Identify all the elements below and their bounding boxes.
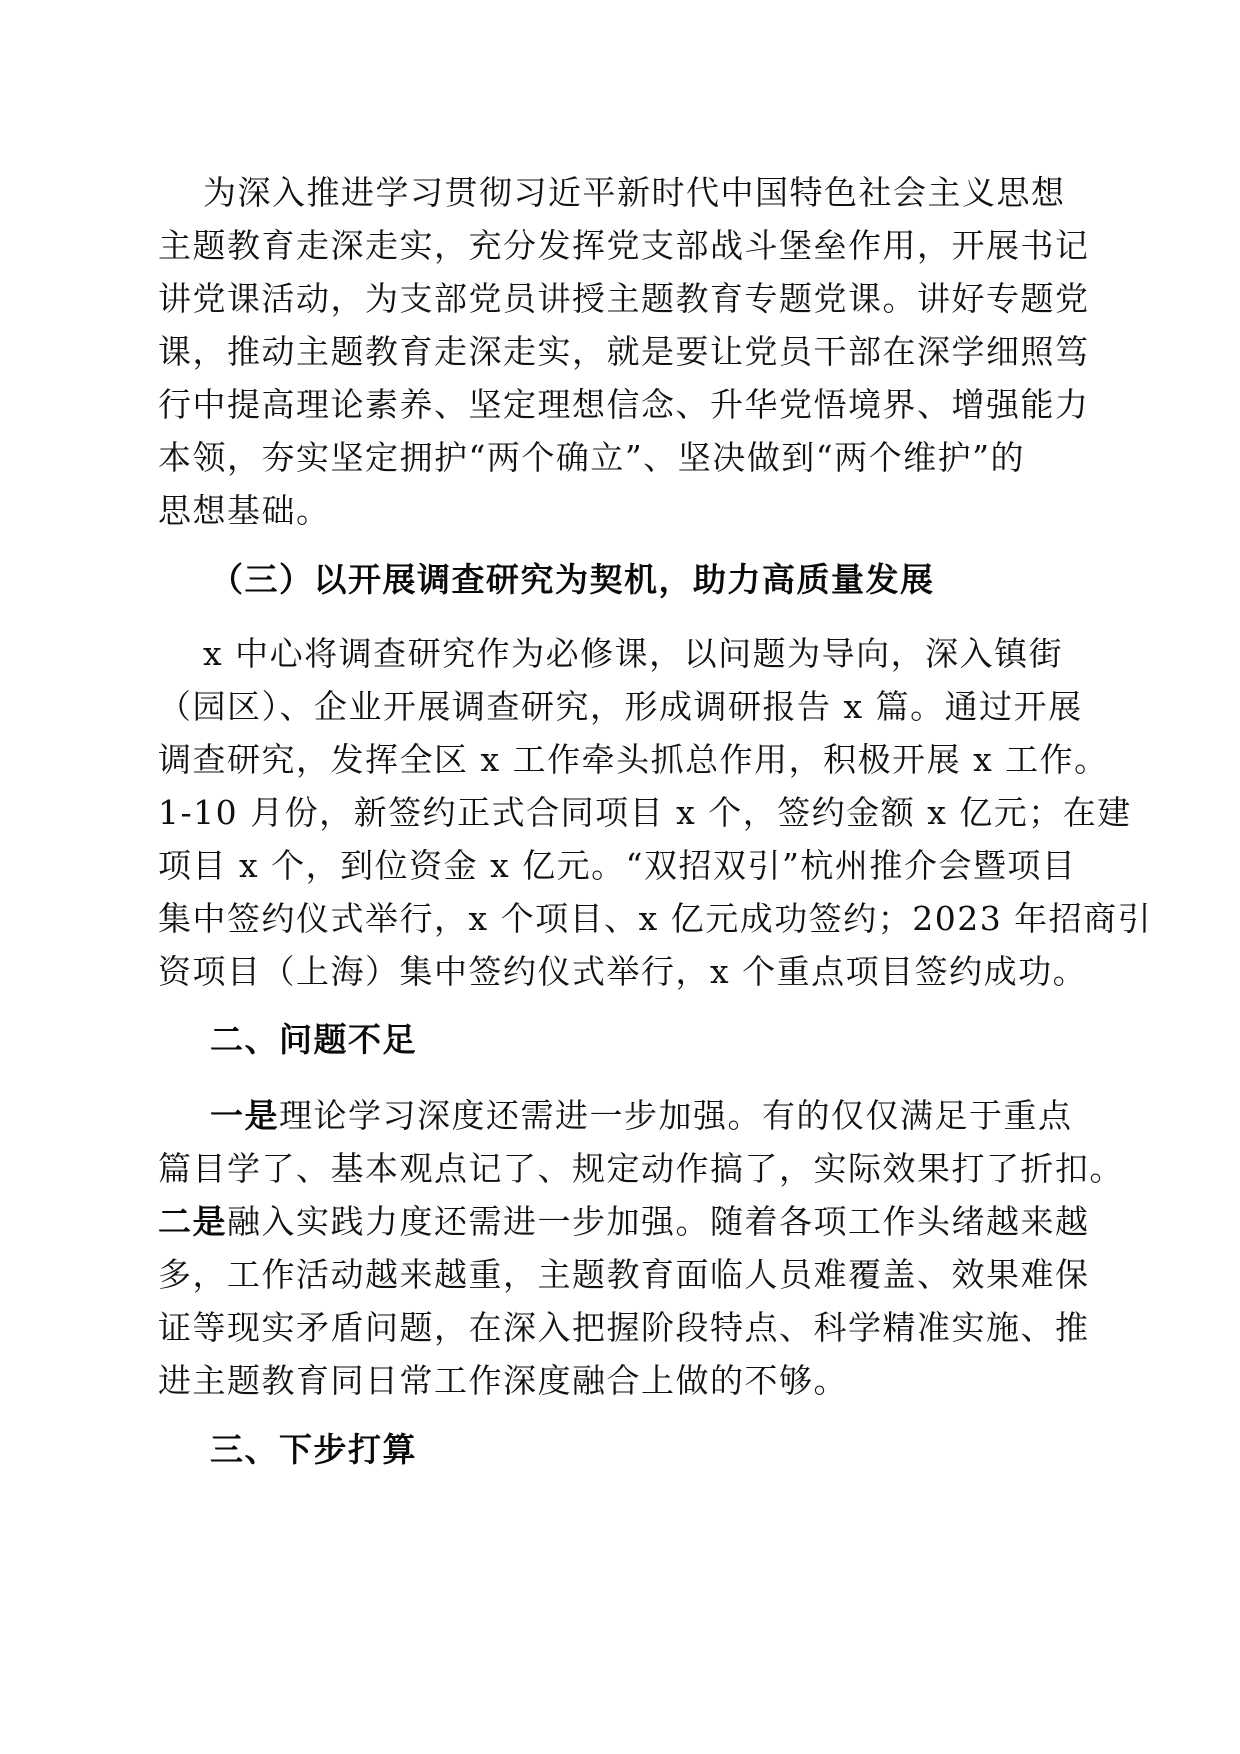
para3-text: 理论学习深度还需进一步加强。有的仅仅满足于重点 [279,1096,1073,1135]
para1-line: 主题教育走深走实，充分发挥党支部战斗堡垒作用，开展书记 [158,226,1090,265]
para1-line: 课，推动主题教育走深走实，就是要让党员干部在深学细照笃 [158,332,1090,371]
para2-line: x 中心将调查研究作为必修课，以问题为导向，深入镇街 [203,634,1064,673]
para2-line: 调查研究，发挥全区 x 工作牵头抓总作用，积极开展 x 工作。 [158,740,1109,779]
para1-line: 本领，夯实坚定拥护“两个确立”、坚决做到“两个维护”的 [158,438,1025,477]
para2-line: （园区）、企业开展调查研究，形成调研报告 x 篇。通过开展 [158,687,1083,726]
para2-line: 1-10 月份，新签约正式合同项目 x 个，签约金额 x 亿元；在建 [158,793,1132,832]
para1-line: 行中提高理论素养、坚定理想信念、升华党悟境界、增强能力 [158,385,1090,424]
para3-line: 进主题教育同日常工作深度融合上做的不够。 [158,1361,848,1400]
para1-line: 讲党课活动，为支部党员讲授主题教育专题党课。讲好专题党 [158,279,1090,318]
para3-line [158,1202,1090,1242]
para3-line: 篇目学了、基本观点记了、规定动作搞了，实际效果打了折扣。 [158,1149,1124,1188]
para3-text: 融入实践力度还需进一步加强。随着各项工作头绪越来越 [227,1202,1090,1241]
para2-line: 项目 x 个，到位资金 x 亿元。“双招双引”杭州推介会暨项目 [158,846,1077,885]
subsection-heading: （三）以开展调查研究为契机，助力高质量发展 [210,560,935,599]
para3-line: 证等现实矛盾问题，在深入把握阶段特点、科学精准实施、推 [158,1308,1090,1347]
para1-line: 思想基础。 [158,491,331,530]
section-heading: 二、问题不足 [210,1020,417,1059]
para3-line: 多，工作活动越来越重，主题教育面临人员难覆盖、效果难保 [158,1255,1090,1294]
para1-line: 为深入推进学习贯彻习近平新时代中国特色社会主义思想 [203,173,1066,212]
para2-line: 资项目（上海）集中签约仪式举行，x 个重点项目签约成功。 [158,952,1088,991]
para3-line [210,1096,1073,1136]
lead-marker-two: 二是 [158,1202,227,1241]
para2-line: 集中签约仪式举行，x 个项目、x 亿元成功签约；2023 年招商引 [158,899,1153,938]
lead-marker-one: 一是 [210,1096,279,1135]
section-heading: 三、下步打算 [210,1430,417,1469]
